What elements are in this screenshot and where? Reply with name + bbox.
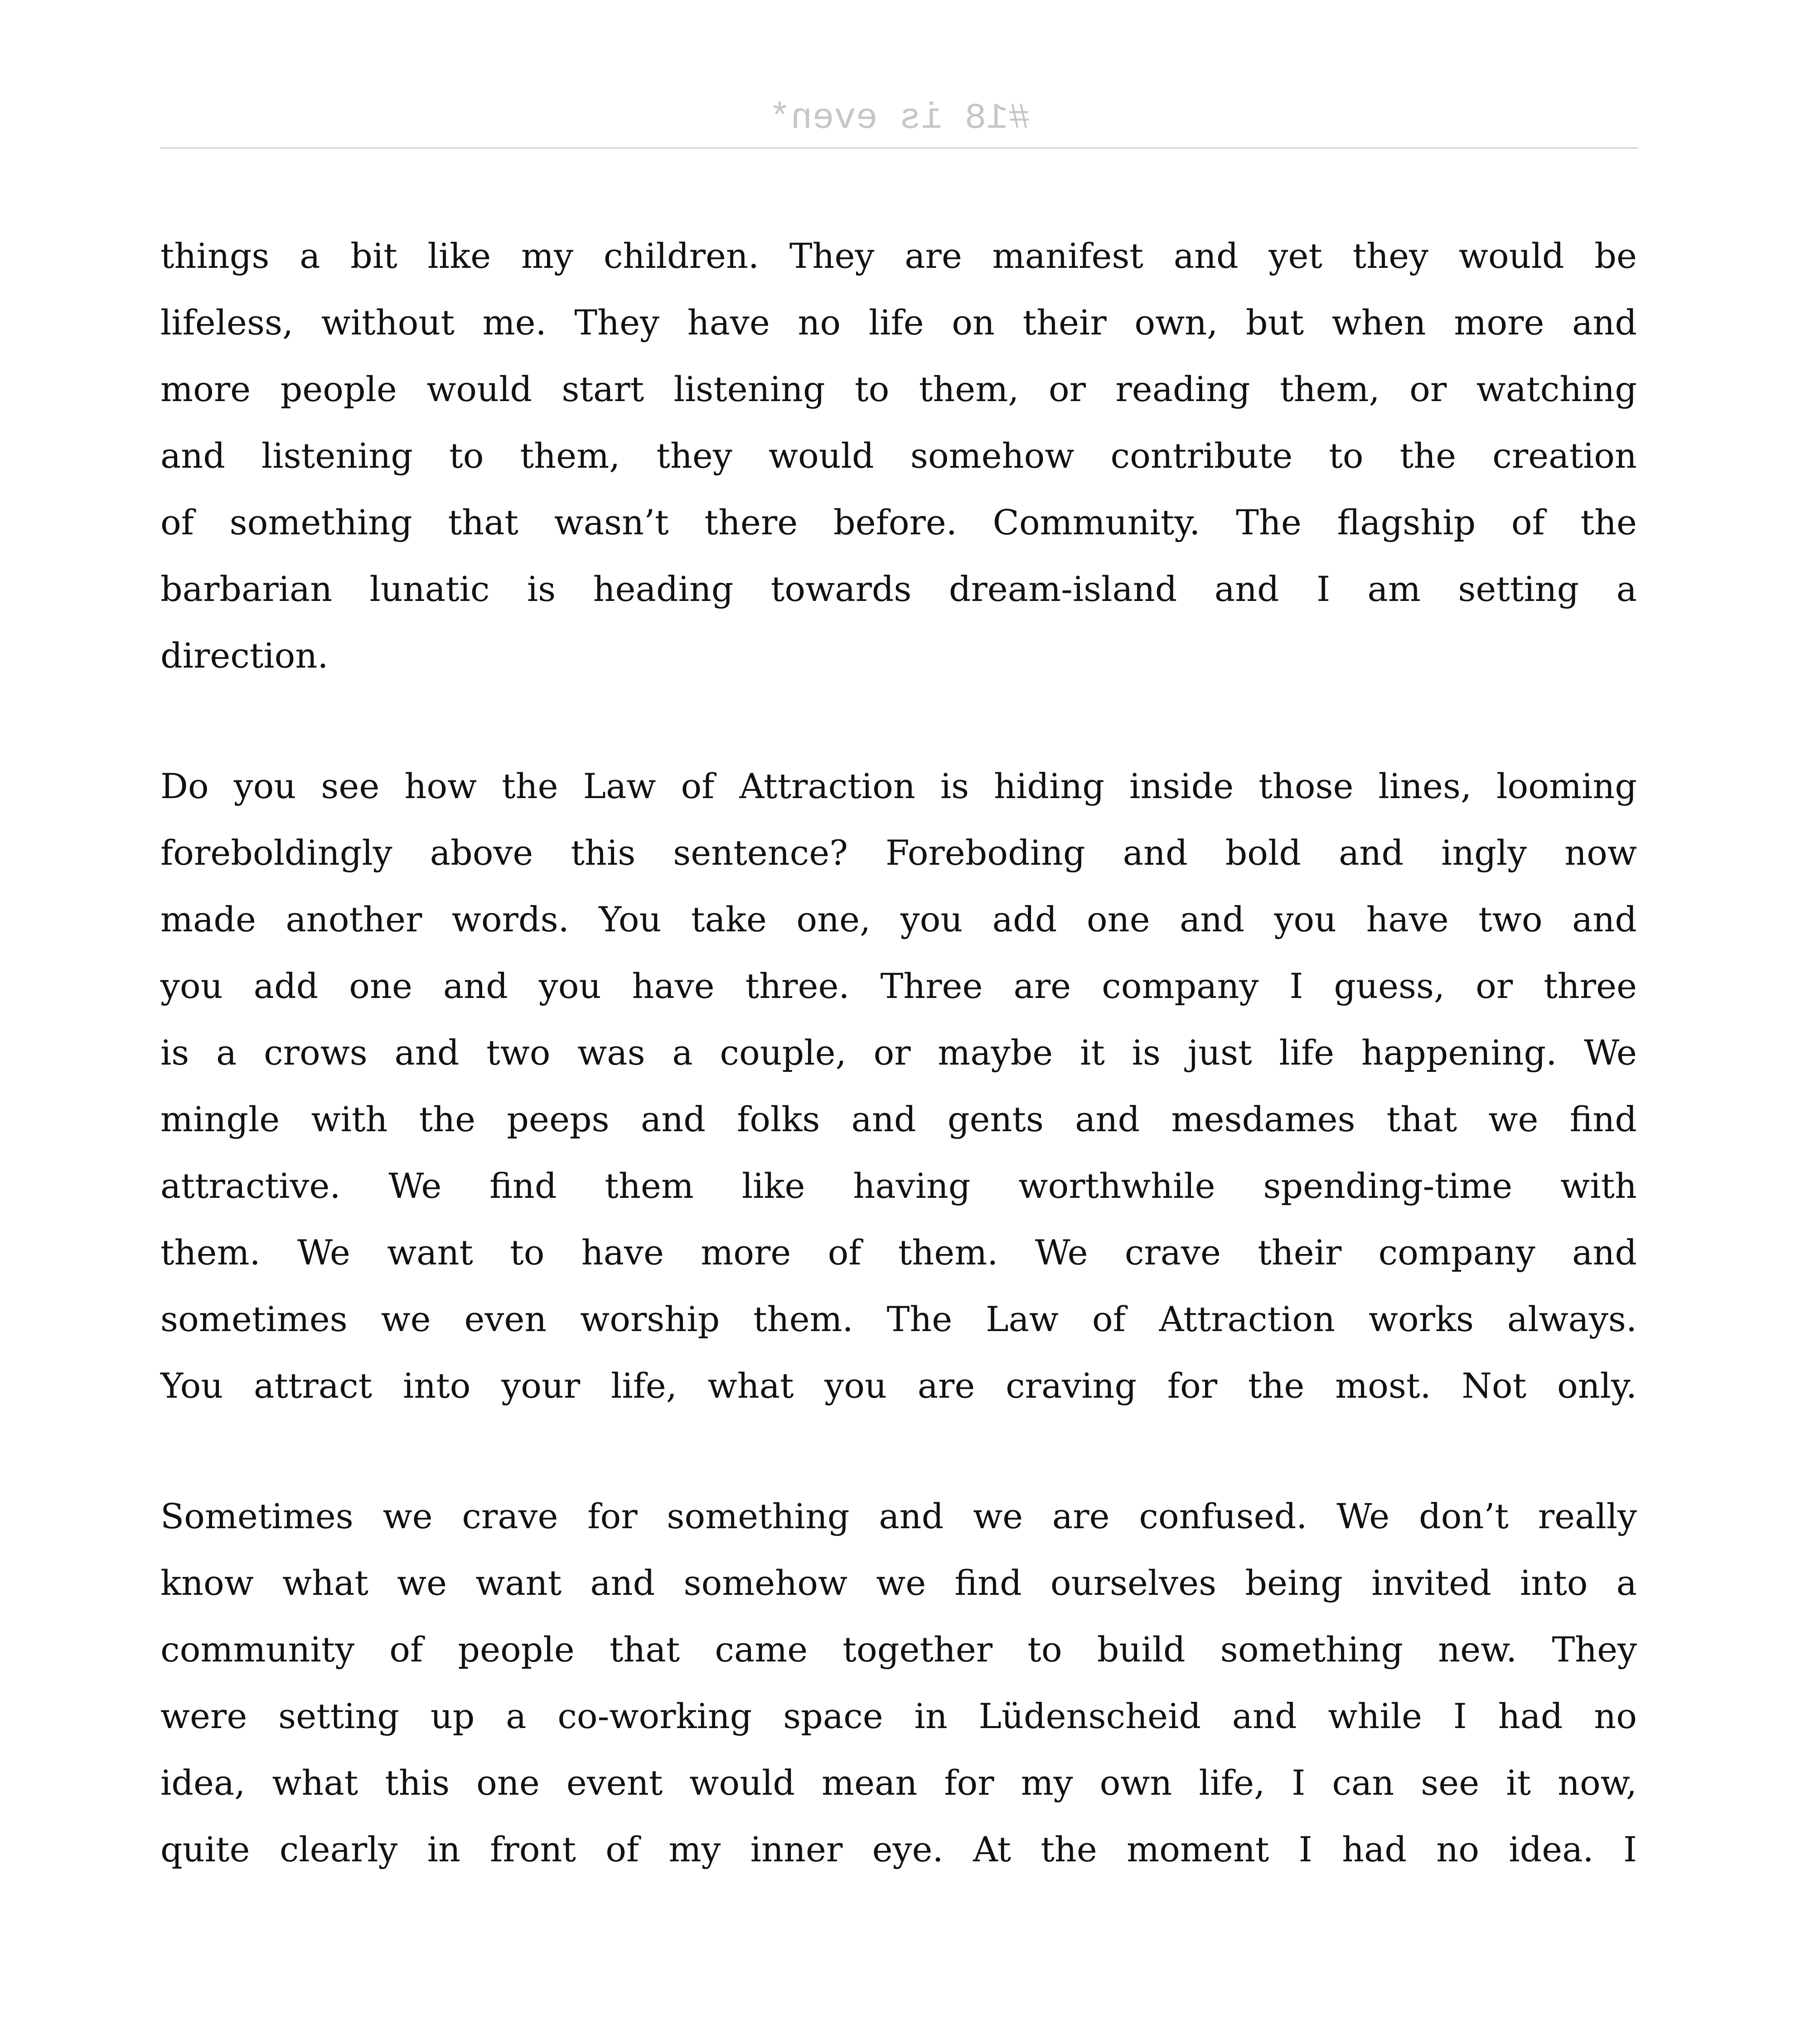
text-line: idea, what this one event would mean for my own life, I can see it now, <box>160 1763 1637 1803</box>
text-line: know what we want and somehow we find ourselves being invited into a <box>160 1563 1637 1603</box>
text-line: made another words. You take one, you add one and you have two and <box>160 899 1637 940</box>
text-line: Do you see how the Law of Attraction is hiding inside those lines, looming <box>160 766 1637 806</box>
text-line: direction. <box>160 635 329 676</box>
document-body <box>160 223 1637 1883</box>
text-line: were setting up a co-working space in Lüdenscheid and while I had no <box>160 1696 1637 1736</box>
text-line: community of people that came together to build something new. They <box>160 1629 1637 1670</box>
text-line: mingle with the peeps and folks and gents and mesdames that we find <box>160 1099 1637 1139</box>
text-line: of something that wasn’t there before. Community. The flagship of the <box>160 502 1637 542</box>
text-line: more people would start listening to them, or reading them, or watching <box>160 369 1637 409</box>
text-line: attractive. We find them like having worthwhile spending-time with <box>160 1166 1637 1206</box>
text-line: and listening to them, they would somehow contribute to the creation <box>160 436 1637 476</box>
text-line: is a crows and two was a couple, or maybe it is just life happening. We <box>160 1032 1637 1073</box>
text-line: You attract into your life, what you are craving for the most. Not only. <box>160 1366 1637 1406</box>
text-line: barbarian lunatic is heading towards dream-island and I am setting a <box>160 569 1637 609</box>
text-line: them. We want to have more of them. We crave their company and <box>160 1232 1637 1273</box>
paragraph-3 <box>160 1483 1637 1883</box>
text-line: Sometimes we crave for something and we are confused. We don’t really <box>160 1496 1637 1536</box>
text-line: quite clearly in front of my inner eye. At the moment I had no idea. I <box>160 1829 1637 1869</box>
text-line: sometimes we even worship them. The Law of Attraction works always. <box>160 1299 1637 1339</box>
text-line: foreboldingly above this sentence? Foreboding and bold and ingly now <box>160 833 1637 873</box>
page-header <box>160 0 1638 149</box>
paragraph-1 <box>160 223 1637 689</box>
text-line: lifeless, without me. They have no life on their own, but when more and <box>160 302 1637 343</box>
text-line: you add one and you have three. Three are company I guess, or three <box>160 966 1637 1006</box>
text-line: things a bit like my children. They are manifest and yet they would be <box>160 236 1637 276</box>
paragraph-2 <box>160 753 1637 1419</box>
page-title: #18 is even* <box>769 98 1030 139</box>
